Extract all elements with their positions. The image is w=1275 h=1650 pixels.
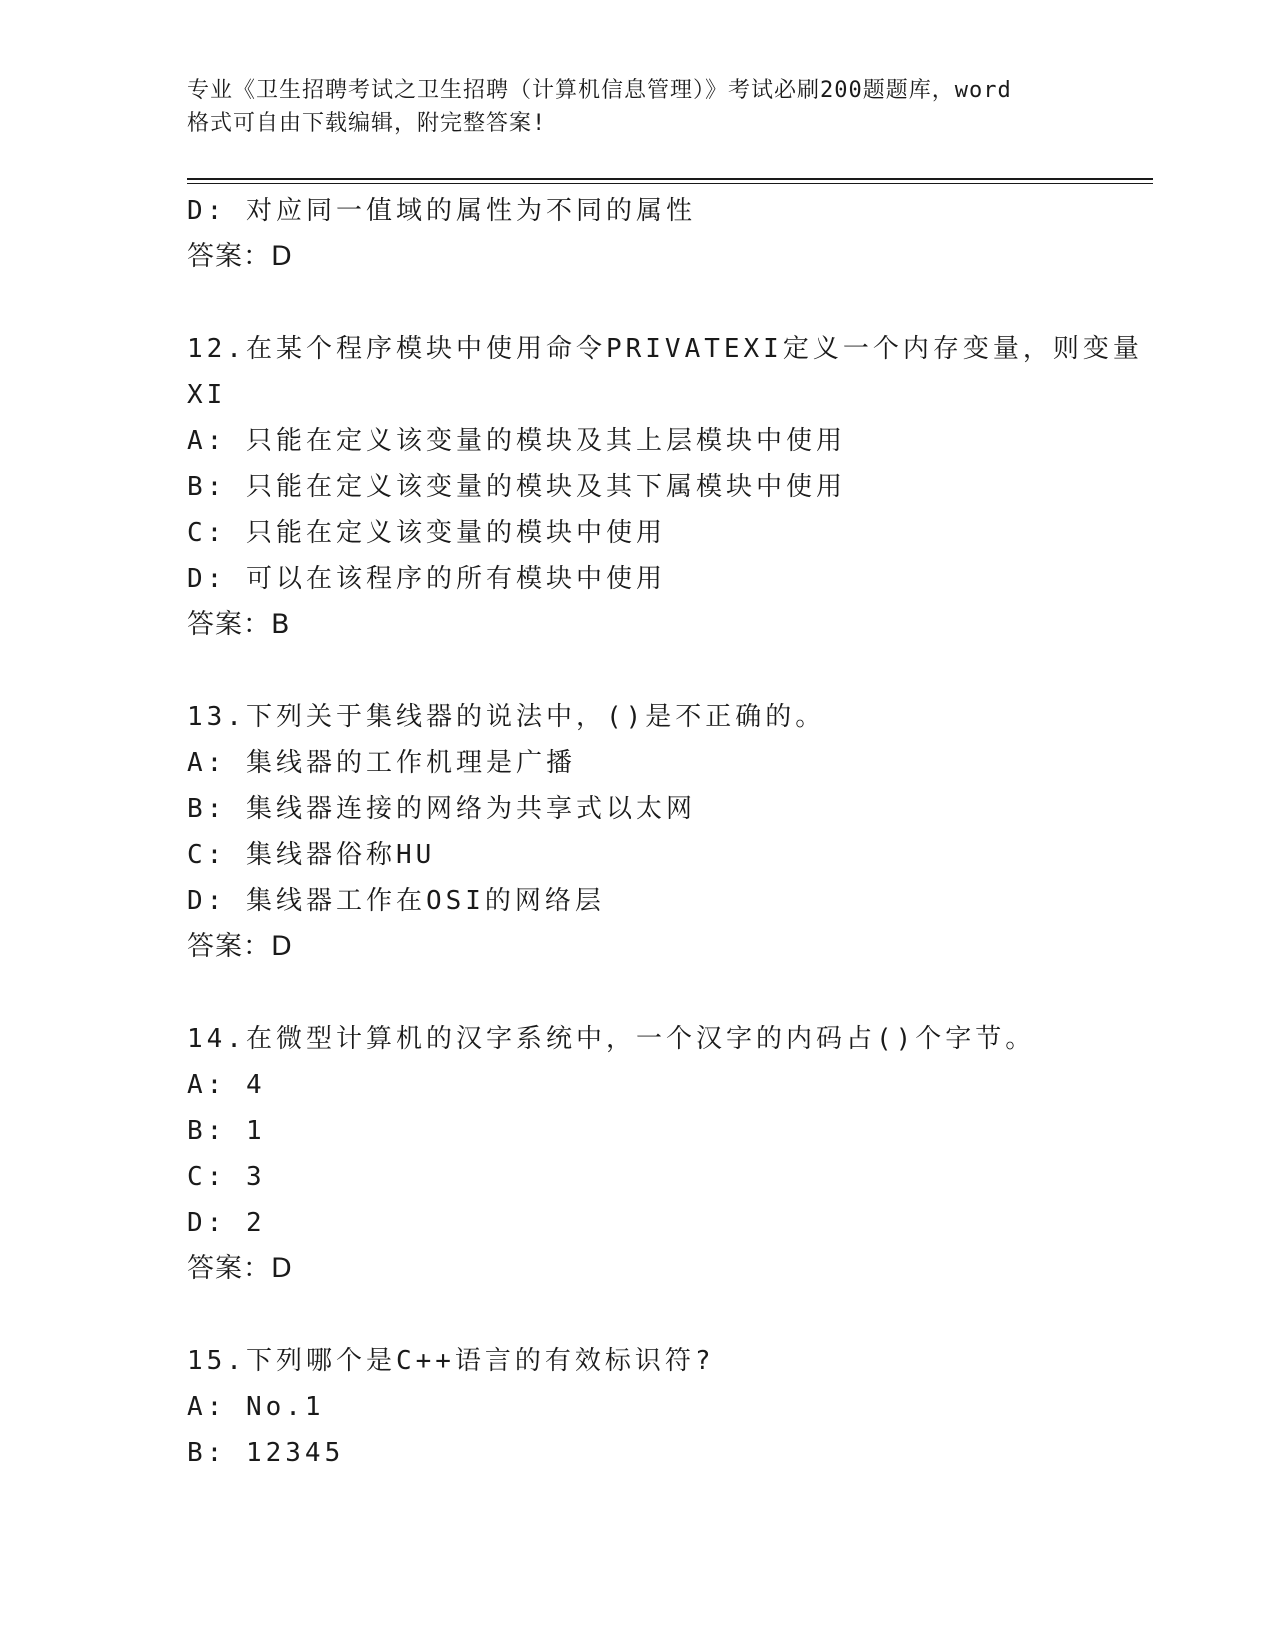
spacer bbox=[187, 280, 1087, 326]
question-15 bbox=[187, 1338, 1087, 1476]
header-divider-thin bbox=[187, 183, 1153, 184]
previous-question-tail bbox=[187, 188, 1087, 280]
question-stem-continued: XI bbox=[187, 380, 227, 410]
answer-line: 答案：D bbox=[187, 241, 293, 272]
question-12 bbox=[187, 326, 1143, 648]
header-divider-thick bbox=[187, 178, 1153, 180]
option-d: D: 集线器工作在OSI的网络层 bbox=[187, 886, 605, 916]
option-a: A: 4 bbox=[187, 1070, 266, 1100]
header-line-1: 专业《卫生招聘考试之卫生招聘（计算机信息管理）》考试必刷200题题库，word bbox=[187, 78, 1012, 103]
question-stem: 12.在某个程序模块中使用命令PRIVATEXI定义一个内存变量，则变量 bbox=[187, 334, 1143, 364]
option-c: C: 集线器俗称HU bbox=[187, 840, 436, 870]
answer-line: 答案：D bbox=[187, 1253, 293, 1284]
option-c: C: 3 bbox=[187, 1162, 266, 1192]
option-d: D: 可以在该程序的所有模块中使用 bbox=[187, 564, 666, 594]
answer-line: 答案：B bbox=[187, 609, 291, 640]
question-14 bbox=[187, 1016, 1087, 1292]
option-b: B: 1 bbox=[187, 1116, 266, 1146]
option-c: C: 只能在定义该变量的模块中使用 bbox=[187, 518, 666, 548]
document-content bbox=[187, 188, 1143, 1476]
question-stem: 13.下列关于集线器的说法中，()是不正确的。 bbox=[187, 702, 826, 732]
question-stem: 15.下列哪个是C++语言的有效标识符? bbox=[187, 1346, 715, 1376]
answer-line: 答案：D bbox=[187, 931, 293, 962]
question-13 bbox=[187, 694, 1087, 970]
document-header bbox=[187, 74, 1087, 140]
spacer bbox=[187, 970, 1087, 1016]
question-stem: 14.在微型计算机的汉字系统中，一个汉字的内码占()个字节。 bbox=[187, 1024, 1036, 1054]
option-a: A: 只能在定义该变量的模块及其上层模块中使用 bbox=[187, 426, 846, 456]
option-b: B: 12345 bbox=[187, 1438, 345, 1468]
header-line-2: 格式可自由下载编辑，附完整答案! bbox=[187, 111, 547, 136]
option-a: A: 集线器的工作机理是广播 bbox=[187, 748, 576, 778]
option-a: A: No.1 bbox=[187, 1392, 325, 1422]
spacer bbox=[187, 648, 1087, 694]
option-b: B: 集线器连接的网络为共享式以太网 bbox=[187, 794, 696, 824]
option-d: D: 对应同一值域的属性为不同的属性 bbox=[187, 196, 696, 226]
spacer bbox=[187, 1292, 1087, 1338]
option-d: D: 2 bbox=[187, 1208, 266, 1238]
option-b: B: 只能在定义该变量的模块及其下属模块中使用 bbox=[187, 472, 846, 502]
